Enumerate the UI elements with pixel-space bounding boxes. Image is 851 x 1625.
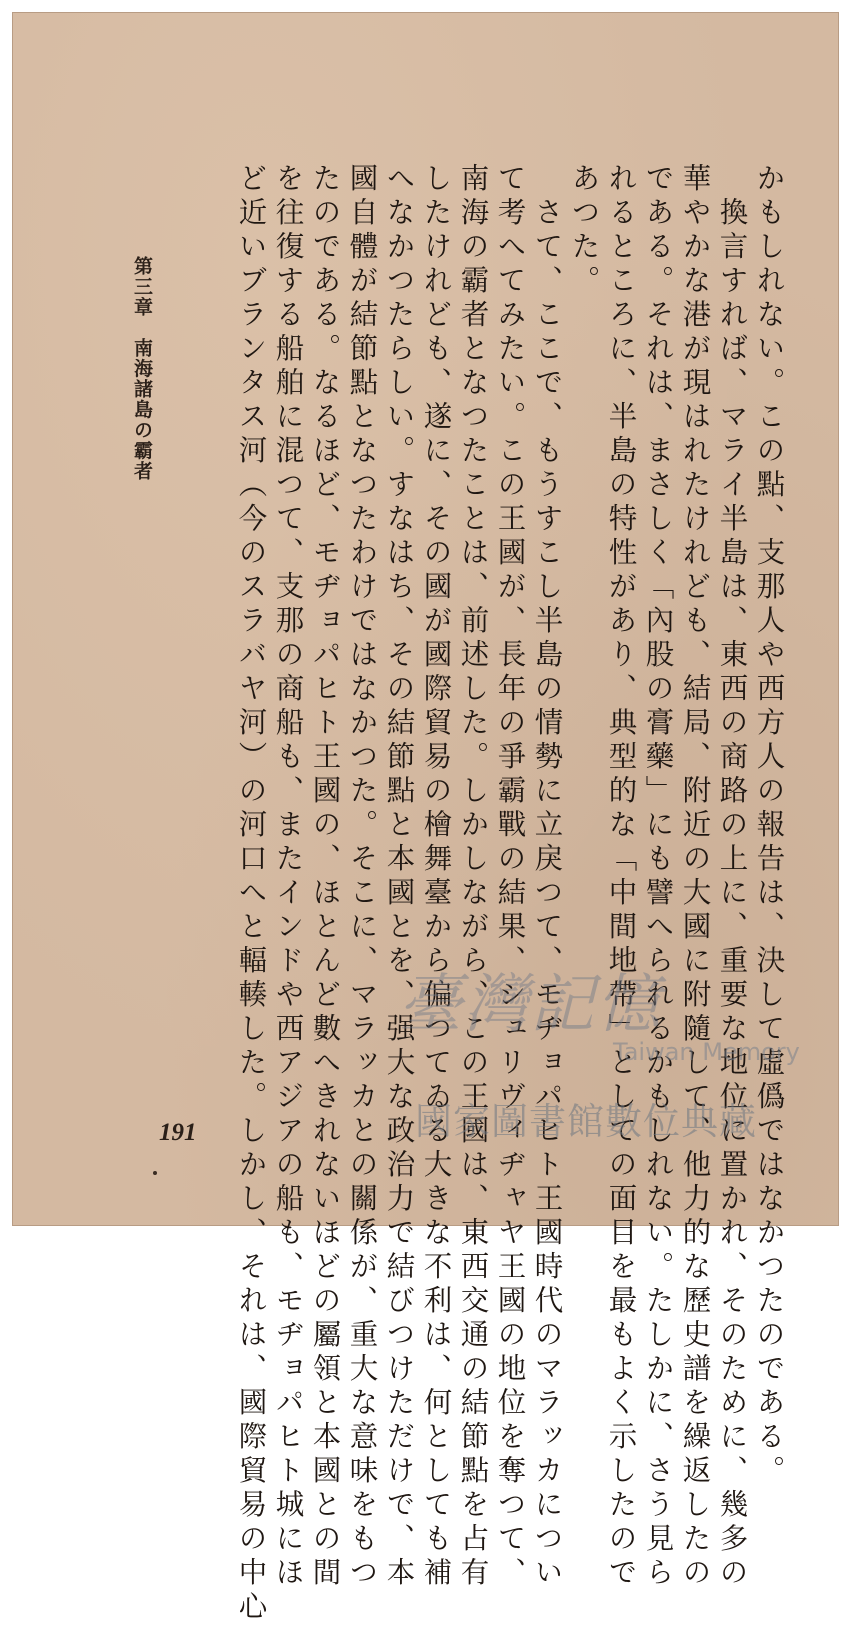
text-column-6: あつた。 <box>567 163 601 299</box>
text-column-12: 國自體が結節點となつたわけではなかつた。そこに、マラッカとの關係が、重大な意味をもつ <box>345 163 379 1591</box>
text-column-14: を往復する船舶に混つて、支那の商船も、またインドや西アジアの船も、モヂョパヒト城にほ <box>271 163 305 1591</box>
book-page <box>12 12 839 1625</box>
text-column-15: ど近いブランタス河（今のスラバヤ河）の河口へと輻輳した。しかし、それは、國際貿易の中心 <box>234 163 268 1625</box>
text-column-3: 華やかな港が現はれたけれども、結局、附近の大國に附隨して、他力的な歷史譜を繰返したの <box>678 163 712 1591</box>
text-column-5: れるところに、半島の特性があり、典型的な「中間地帶」としての面目を最もよく示したので <box>604 163 638 1591</box>
text-column-7: さて、ここで、もうすこし半島の情勢に立戾つて、モヂョパヒト王國時代のマラッカについ <box>530 163 564 1591</box>
text-column-2: 換言すれば、マライ半島は、東西の商路の上に、重要な地位に置かれ、そのために、幾多の <box>715 163 749 1591</box>
watermark-subtitle: Taiwan Memory <box>613 1038 800 1066</box>
text-column-11: へなかつたらしい。すなはち、その結節點と本國とを、强大な政治力で結びつけただけで、本 <box>382 163 416 1591</box>
watermark-library: 國家圖書館數位典藏 <box>415 1100 757 1143</box>
text-column-1: かもしれない。この點、支那人や西方人の報告は、決して虛僞ではなかつたのである。 <box>752 163 786 1489</box>
chapter-running-header: 第三章 南海諸島の霸者 <box>131 256 153 482</box>
text-column-10: したけれども、遂に、その國が國際貿易の檜舞臺から偏つてゐる大きな不利は、何としても補 <box>419 163 453 1591</box>
text-column-9: 南海の霸者となつたことは、前述した。しかしながら、この王國は、東西交通の結節點を占有 <box>456 163 490 1591</box>
watermark-title: 臺灣記憶 <box>398 968 662 1042</box>
text-column-8: て考へてみたい。この王國が、長年の爭霸戰の結果、シュリヴィヂャヤ王國の地位を奪つて、 <box>493 163 527 1591</box>
text-column-13: たのである。なるほど、モヂョパヒト王國の、ほとんど數へきれないほどの屬領と本國との間 <box>308 163 342 1591</box>
ink-speck <box>153 1171 157 1175</box>
page-number: 191 <box>159 1119 197 1146</box>
text-column-4: である。それは、まさしく「內股の膏藥」にも譬へられるかもしれない。たしかに、さう見ら <box>641 163 675 1591</box>
